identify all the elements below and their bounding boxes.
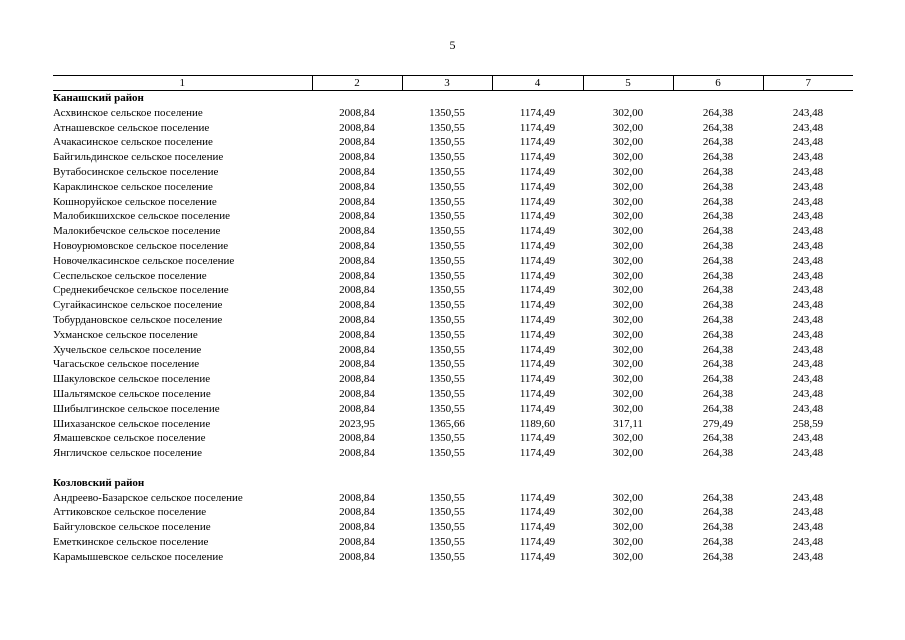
value-cell: 302,00 — [612, 180, 644, 193]
value-cell: 264,38 — [702, 136, 734, 149]
value-cell: 2008,84 — [339, 550, 375, 563]
value-cell: 243,48 — [792, 550, 824, 563]
value-cell: 1350,55 — [429, 180, 465, 193]
value-cell: 264,38 — [702, 535, 734, 548]
settlement-name: Чагасьское сельское поселение — [53, 358, 200, 371]
settlement-name: Новочелкасинское сельское поселение — [53, 254, 235, 267]
value-cell: 2008,84 — [339, 387, 375, 400]
value-cell: 2008,84 — [339, 447, 375, 460]
page-number: 5 — [449, 38, 456, 52]
settlement-name: Тобурдановское сельское поселение — [53, 313, 223, 326]
value-cell: 1350,55 — [429, 210, 465, 223]
value-cell: 243,48 — [792, 387, 824, 400]
value-cell: 243,48 — [792, 180, 824, 193]
value-cell: 1350,55 — [429, 239, 465, 252]
value-cell: 2008,84 — [339, 121, 375, 134]
settlement-name: Сеспельское сельское поселение — [53, 269, 207, 282]
value-cell: 264,38 — [702, 402, 734, 415]
region-heading: Козловский район — [53, 476, 145, 489]
value-cell: 1174,49 — [519, 165, 556, 178]
value-cell: 2008,84 — [339, 195, 375, 208]
value-cell: 264,38 — [702, 210, 734, 223]
settlement-name: Малобикшихское сельское поселение — [53, 210, 230, 223]
table-row — [53, 357, 853, 372]
value-cell: 1350,55 — [429, 195, 465, 208]
table-body — [53, 91, 853, 565]
data-table — [53, 75, 853, 565]
value-cell: 1350,55 — [429, 328, 465, 341]
value-cell: 302,00 — [612, 254, 644, 267]
value-cell: 1350,55 — [429, 165, 465, 178]
value-cell: 1174,49 — [519, 387, 556, 400]
value-cell: 264,38 — [702, 491, 734, 504]
value-cell: 243,48 — [792, 343, 824, 356]
value-cell: 302,00 — [612, 550, 644, 563]
value-cell: 302,00 — [612, 210, 644, 223]
settlement-name: Еметкинское сельское поселение — [53, 535, 209, 548]
value-cell: 1350,55 — [429, 387, 465, 400]
value-cell: 2008,84 — [339, 136, 375, 149]
table-row — [53, 180, 853, 195]
value-cell: 2008,84 — [339, 225, 375, 238]
value-cell: 2008,84 — [339, 313, 375, 326]
value-cell: 1350,55 — [429, 358, 465, 371]
value-cell: 1350,55 — [429, 535, 465, 548]
value-cell: 264,38 — [702, 550, 734, 563]
value-cell: 243,48 — [792, 269, 824, 282]
table-row — [53, 372, 853, 387]
value-cell: 2008,84 — [339, 491, 375, 504]
column-number-row — [53, 76, 853, 91]
value-cell: 1350,55 — [429, 521, 465, 534]
value-cell: 243,48 — [792, 151, 824, 164]
value-cell: 2008,84 — [339, 284, 375, 297]
value-cell: 1350,55 — [429, 254, 465, 267]
value-cell: 1350,55 — [429, 121, 465, 134]
value-cell: 264,38 — [702, 165, 734, 178]
value-cell: 302,00 — [612, 506, 644, 519]
settlement-name: Ачакасинское сельское поселение — [53, 136, 213, 149]
value-cell: 2008,84 — [339, 210, 375, 223]
value-cell: 302,00 — [612, 447, 644, 460]
value-cell: 264,38 — [702, 521, 734, 534]
table-row — [53, 269, 853, 284]
value-cell: 243,48 — [792, 328, 824, 341]
table-row — [53, 224, 853, 239]
settlement-name: Среднекибечское сельское поселение — [53, 284, 229, 297]
value-cell: 1174,49 — [519, 254, 556, 267]
value-cell: 2008,84 — [339, 165, 375, 178]
value-cell: 243,48 — [792, 284, 824, 297]
value-cell: 264,38 — [702, 254, 734, 267]
value-cell: 302,00 — [612, 491, 644, 504]
value-cell: 2008,84 — [339, 358, 375, 371]
settlement-name: Вутабосинское сельское поселение — [53, 165, 219, 178]
value-cell: 1350,55 — [429, 225, 465, 238]
value-cell: 264,38 — [702, 121, 734, 134]
table-row — [53, 165, 853, 180]
value-cell: 1174,49 — [519, 106, 556, 119]
value-cell: 1174,49 — [519, 299, 556, 312]
settlement-name: Сугайкасинское сельское поселение — [53, 299, 223, 312]
table-row — [53, 431, 853, 446]
value-cell: 1174,49 — [519, 491, 556, 504]
column-header: 3 — [402, 76, 492, 91]
value-cell: 1350,55 — [429, 299, 465, 312]
value-cell: 302,00 — [612, 328, 644, 341]
value-cell: 264,38 — [702, 313, 734, 326]
value-cell: 243,48 — [792, 506, 824, 519]
value-cell: 258,59 — [792, 417, 824, 430]
value-cell: 1174,49 — [519, 343, 556, 356]
value-cell: 243,48 — [792, 373, 824, 386]
value-cell: 243,48 — [792, 121, 824, 134]
value-cell: 302,00 — [612, 299, 644, 312]
value-cell: 1174,49 — [519, 521, 556, 534]
value-cell: 1350,55 — [429, 269, 465, 282]
value-cell: 1350,55 — [429, 151, 465, 164]
value-cell: 264,38 — [702, 432, 734, 445]
table-row — [53, 150, 853, 165]
value-cell: 243,48 — [792, 535, 824, 548]
value-cell: 1350,55 — [429, 402, 465, 415]
value-cell: 317,11 — [613, 417, 643, 430]
value-cell: 243,48 — [792, 521, 824, 534]
value-cell: 264,38 — [702, 447, 734, 460]
value-cell: 2008,84 — [339, 535, 375, 548]
settlement-name: Новоурюмовское сельское поселение — [53, 239, 229, 252]
settlement-name: Ямашевское сельское поселение — [53, 432, 206, 445]
value-cell: 264,38 — [702, 299, 734, 312]
value-cell: 1174,49 — [519, 432, 556, 445]
table-row — [53, 520, 853, 535]
settlement-name: Шальтямское сельское поселение — [53, 387, 211, 400]
value-cell: 1174,49 — [519, 136, 556, 149]
settlement-name: Аттиковское сельское поселение — [53, 506, 207, 519]
value-cell: 302,00 — [612, 402, 644, 415]
table-row — [53, 298, 853, 313]
value-cell: 1174,49 — [519, 195, 556, 208]
value-cell: 1174,49 — [519, 535, 556, 548]
value-cell: 1174,49 — [519, 447, 556, 460]
value-cell: 243,48 — [792, 225, 824, 238]
value-cell: 1350,55 — [429, 447, 465, 460]
settlement-name: Янгличское сельское поселение — [53, 447, 202, 460]
region-row — [53, 91, 853, 106]
settlement-name: Байгильдинское сельское поселение — [53, 151, 224, 164]
value-cell: 1174,49 — [519, 121, 556, 134]
value-cell: 302,00 — [612, 195, 644, 208]
value-cell: 243,48 — [792, 402, 824, 415]
value-cell: 243,48 — [792, 136, 824, 149]
value-cell: 1174,49 — [519, 210, 556, 223]
value-cell: 302,00 — [612, 432, 644, 445]
table-row — [53, 195, 853, 210]
value-cell: 264,38 — [702, 269, 734, 282]
settlement-name: Асхвинское сельское поселение — [53, 106, 203, 119]
value-cell: 264,38 — [702, 343, 734, 356]
table-row — [53, 106, 853, 121]
table-row — [53, 402, 853, 417]
settlement-name: Караклинское сельское поселение — [53, 180, 213, 193]
value-cell: 264,38 — [702, 358, 734, 371]
value-cell: 243,48 — [792, 299, 824, 312]
value-cell: 243,48 — [792, 358, 824, 371]
value-cell: 264,38 — [702, 225, 734, 238]
value-cell: 1174,49 — [519, 328, 556, 341]
value-cell: 302,00 — [612, 521, 644, 534]
column-header: 6 — [673, 76, 763, 91]
value-cell: 302,00 — [612, 151, 644, 164]
table-row — [53, 491, 853, 506]
settlement-name: Шихазанское сельское поселение — [53, 417, 211, 430]
table-row — [53, 283, 853, 298]
value-cell: 243,48 — [792, 432, 824, 445]
value-cell: 1350,55 — [429, 136, 465, 149]
settlement-name: Байгуловское сельское поселение — [53, 521, 211, 534]
value-cell: 1350,55 — [429, 432, 465, 445]
table-row — [53, 550, 853, 565]
value-cell: 243,48 — [792, 254, 824, 267]
value-cell: 302,00 — [612, 313, 644, 326]
value-cell: 243,48 — [792, 313, 824, 326]
spacer-row — [53, 461, 853, 476]
column-header: 5 — [583, 76, 673, 91]
table-row — [53, 387, 853, 402]
value-cell: 1365,66 — [429, 417, 465, 430]
value-cell: 1189,60 — [519, 417, 556, 430]
value-cell: 2008,84 — [339, 299, 375, 312]
value-cell: 243,48 — [792, 239, 824, 252]
value-cell: 302,00 — [612, 269, 644, 282]
value-cell: 264,38 — [702, 239, 734, 252]
value-cell: 2008,84 — [339, 402, 375, 415]
value-cell: 302,00 — [612, 284, 644, 297]
value-cell: 1174,49 — [519, 506, 556, 519]
value-cell: 279,49 — [702, 417, 734, 430]
settlement-name: Шибылгинское сельское поселение — [53, 402, 220, 415]
table-row — [53, 254, 853, 269]
value-cell: 1174,49 — [519, 284, 556, 297]
settlement-name: Хучельское сельское поселение — [53, 343, 202, 356]
value-cell: 302,00 — [612, 343, 644, 356]
value-cell: 302,00 — [612, 165, 644, 178]
value-cell: 1350,55 — [429, 343, 465, 356]
value-cell: 302,00 — [612, 106, 644, 119]
value-cell: 2008,84 — [339, 373, 375, 386]
column-header: 1 — [53, 76, 312, 91]
value-cell: 264,38 — [702, 387, 734, 400]
table-row — [53, 505, 853, 520]
value-cell: 1174,49 — [519, 180, 556, 193]
value-cell: 302,00 — [612, 136, 644, 149]
value-cell: 1174,49 — [519, 313, 556, 326]
value-cell: 2008,84 — [339, 521, 375, 534]
value-cell: 243,48 — [792, 195, 824, 208]
value-cell: 1350,55 — [429, 506, 465, 519]
value-cell: 2008,84 — [339, 343, 375, 356]
column-header: 7 — [763, 76, 853, 91]
value-cell: 243,48 — [792, 106, 824, 119]
value-cell: 243,48 — [792, 491, 824, 504]
value-cell: 2008,84 — [339, 506, 375, 519]
value-cell: 2008,84 — [339, 239, 375, 252]
table-row — [53, 121, 853, 136]
value-cell: 264,38 — [702, 106, 734, 119]
value-cell: 302,00 — [612, 535, 644, 548]
value-cell: 243,48 — [792, 210, 824, 223]
value-cell: 264,38 — [702, 180, 734, 193]
value-cell: 2008,84 — [339, 432, 375, 445]
value-cell: 302,00 — [612, 358, 644, 371]
value-cell: 2008,84 — [339, 269, 375, 282]
value-cell: 243,48 — [792, 447, 824, 460]
value-cell: 264,38 — [702, 328, 734, 341]
value-cell: 2008,84 — [339, 328, 375, 341]
settlement-name: Кошноруйское сельское поселение — [53, 195, 217, 208]
column-header: 4 — [492, 76, 583, 91]
table-row — [53, 313, 853, 328]
settlement-name: Шакуловское сельское поселение — [53, 373, 211, 386]
table-row — [53, 535, 853, 550]
value-cell: 2023,95 — [339, 417, 375, 430]
value-cell: 2008,84 — [339, 106, 375, 119]
region-row — [53, 476, 853, 491]
settlement-name: Ухманское сельское поселение — [53, 328, 198, 341]
table-row — [53, 239, 853, 254]
region-heading: Канашский район — [53, 92, 144, 104]
value-cell: 1350,55 — [429, 491, 465, 504]
value-cell: 1350,55 — [429, 106, 465, 119]
value-cell: 264,38 — [702, 506, 734, 519]
table-row — [53, 343, 853, 358]
value-cell: 2008,84 — [339, 180, 375, 193]
value-cell: 1174,49 — [519, 550, 556, 563]
settlement-name: Карамышевское сельское поселение — [53, 550, 224, 563]
spacer-cell — [53, 461, 853, 476]
value-cell: 264,38 — [702, 151, 734, 164]
settlement-name: Андреево-Базарское сельское поселение — [53, 491, 243, 504]
value-cell: 302,00 — [612, 387, 644, 400]
table-row — [53, 446, 853, 461]
settlement-name: Малокибечское сельское поселение — [53, 225, 221, 238]
value-cell: 264,38 — [702, 195, 734, 208]
value-cell: 302,00 — [612, 239, 644, 252]
value-cell: 2008,84 — [339, 254, 375, 267]
table-row — [53, 135, 853, 150]
value-cell: 1174,49 — [519, 269, 556, 282]
value-cell: 264,38 — [702, 373, 734, 386]
table-row — [53, 417, 853, 432]
value-cell: 1174,49 — [519, 151, 556, 164]
value-cell: 302,00 — [612, 373, 644, 386]
value-cell: 1174,49 — [519, 358, 556, 371]
value-cell: 1174,49 — [519, 373, 556, 386]
value-cell: 1174,49 — [519, 239, 556, 252]
value-cell: 1350,55 — [429, 373, 465, 386]
value-cell: 2008,84 — [339, 151, 375, 164]
settlement-name: Атнашевское сельское поселение — [53, 121, 210, 134]
value-cell: 1174,49 — [519, 402, 556, 415]
column-header: 2 — [312, 76, 402, 91]
value-cell: 264,38 — [702, 284, 734, 297]
table-row — [53, 328, 853, 343]
value-cell: 302,00 — [612, 121, 644, 134]
value-cell: 1174,49 — [519, 225, 556, 238]
value-cell: 243,48 — [792, 165, 824, 178]
table-row — [53, 209, 853, 224]
value-cell: 1350,55 — [429, 550, 465, 563]
value-cell: 1350,55 — [429, 313, 465, 326]
value-cell: 1350,55 — [429, 284, 465, 297]
value-cell: 302,00 — [612, 225, 644, 238]
